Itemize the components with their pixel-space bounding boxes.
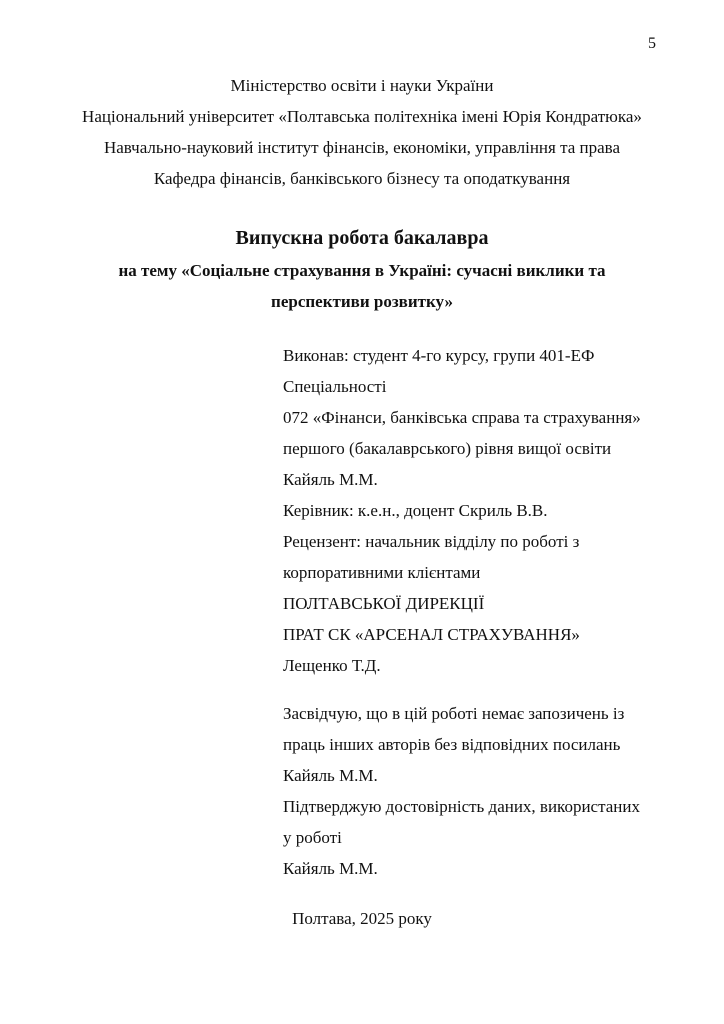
institute-line: Навчально-науковий інститут фінансів, економіки, управління та права: [103, 138, 621, 157]
reviewer-directorate-line: ПОЛТАВСЬКОЇ ДИРЕКЦІЇ: [283, 594, 485, 613]
requisites-block: [283, 340, 656, 681]
executor-line: Виконав: студент 4-го курсу, групи 401-ЕФ: [283, 346, 595, 365]
university-line: Національний університет «Полтавська політехніка імені Юрія Кондратюка»: [82, 107, 642, 126]
institution-header: [68, 70, 656, 194]
thesis-title: Випускна робота бакалавра: [235, 227, 489, 249]
place-year-footer: [68, 903, 656, 934]
no-plagiarism-line-1: Засвідчую, що в цій роботі немає запозичень із: [283, 704, 625, 723]
data-validity-line-1: Підтверджую достовірність даних, використаних: [283, 797, 640, 816]
declaration-block: [283, 698, 656, 884]
declaration-signature-1: Кайяль М.М.: [283, 766, 378, 785]
page-number: 5: [648, 35, 656, 52]
reviewer-line-2: корпоративними клієнтами: [283, 563, 481, 582]
thesis-title-block: [68, 221, 656, 317]
specialty-label-line: Спеціальності: [283, 377, 387, 396]
no-plagiarism-line-2: праць інших авторів без відповідних посилань: [283, 735, 621, 754]
supervisor-line: Керівник: к.е.н., доцент Скриль В.В.: [283, 501, 548, 520]
ministry-line: Міністерство освіти і науки України: [230, 76, 494, 95]
department-line: Кафедра фінансів, банківського бізнесу та оподаткування: [153, 169, 571, 188]
specialty-code-line: 072 «Фінанси, банківська справа та страхування»: [283, 408, 641, 427]
place-year-line: Полтава, 2025 року: [292, 909, 432, 928]
reviewer-company-line: ПРАТ СК «АРСЕНАЛ СТРАХУВАННЯ»: [283, 625, 580, 644]
declaration-signature-2: Кайяль М.М.: [283, 859, 378, 878]
education-level-line: першого (бакалаврського) рівня вищої освіти: [283, 439, 612, 458]
data-validity-line-2: у роботі: [283, 828, 342, 847]
reviewer-line-1: Рецензент: начальник відділу по роботі з: [283, 532, 580, 551]
thesis-topic-line-1: на тему «Соціальне страхування в Україні: сучасні виклики та: [118, 261, 606, 280]
student-name-line: Кайяль М.М.: [283, 470, 378, 489]
thesis-topic-line-2: перспективи розвитку»: [271, 292, 453, 311]
reviewer-name-line: Лещенко Т.Д.: [283, 656, 381, 675]
